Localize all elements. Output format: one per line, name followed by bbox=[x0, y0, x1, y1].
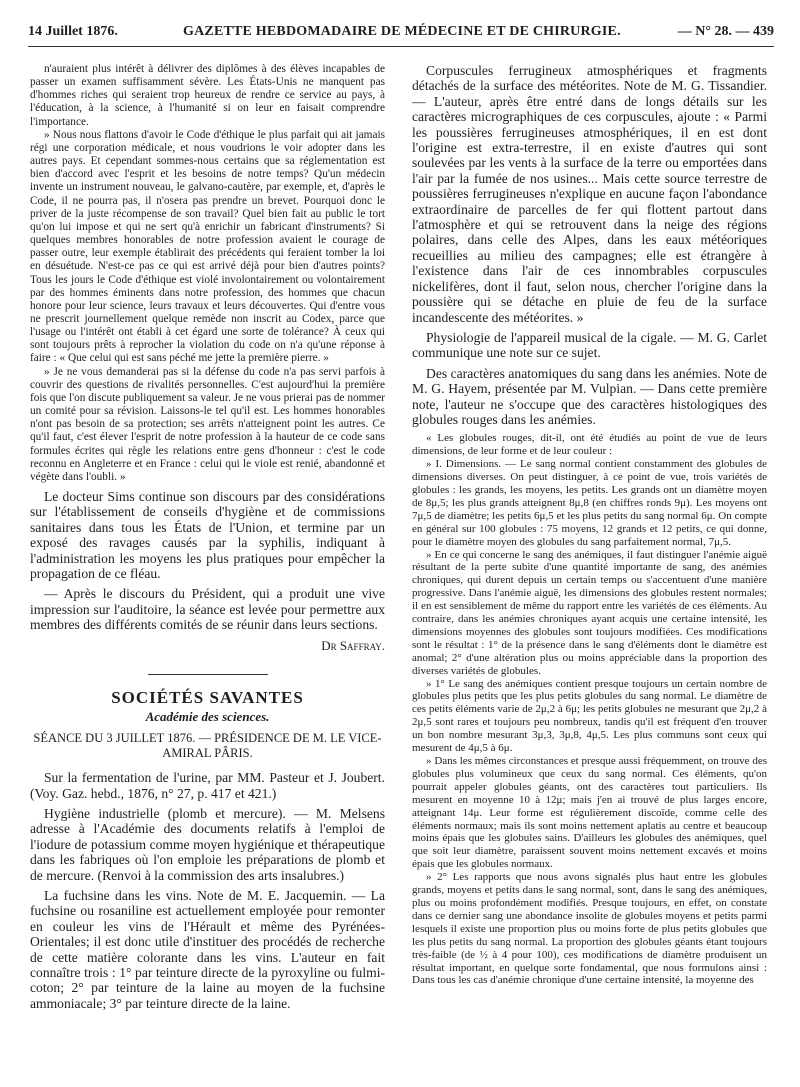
paragraph: » 1° Le sang des anémiques contient presque toujours un certain nombre de globules plus petits que les plus petits globules du sang normal. Le diamètre de ces petits éléments varie de 2μ,2 à 6μ; les petits globules ne mesurant que 2μ,2 à 2μ,5 sont rares et toujours peu nombreux, tandis qu'il est fréquent d'en trouver un bon nombre mesurant 3μ,3, 3μ,8, 4μ,5. Les plus communs sont ceux qui mesurent de 4μ,5 à 6μ. bbox=[412, 677, 767, 755]
left-column bbox=[30, 63, 385, 1081]
section-subtitle: Académie des sciences. bbox=[145, 708, 270, 724]
issue-page-number: — N° 28. — 439 bbox=[677, 24, 774, 39]
paragraph: n'auraient plus intérêt à délivrer des diplômes à des élèves incapables de passer un examen suffisamment sévère. Les États-Unis ne manquent pas d'hommes riches qui seraient trop heureux de rendre ce service au pays, à l'éducation, à la science, à l'humanité si on leur en faisait comprendre l'importance. bbox=[30, 63, 385, 128]
paragraph: Le docteur Sims continue son discours par des considérations sur l'établissement de conseils d'hygiène et de commissions sanitaires dans tous les États de l'Union, et termine par un exposé des ravages causés par la syphilis, indiquant à l'administration les moyens les plus pratiques pour empêcher la propagation de ce fléau. bbox=[30, 489, 385, 582]
paragraph: » 2° Les rapports que nous avons signalés plus haut entre les globules grands, moyens et petits dans le sang normal, sont, dans le sang des anémiques, plus ou moins profondément modifiés. Presque toujours, en effet, on constate dans ce dernier sang une abondance insolite de globules moyens et petits parmi lesquels il existe une proportion plus ou moins forte de plus petits globules que les plus petits du sang normal. La proportion des globules géants étant toujours très-faible (de ½ à 4 pour 100), ces modifications de diamètre produisent un résultat important, en quelque sorte fondamental, que nous formulons ainsi : Dans tous les cas d'anémie chronique d'une certaine intensité, la moyenne des bbox=[412, 871, 767, 987]
paragraph: » En ce qui concerne le sang des anémiques, il faut distinguer l'anémie aiguë résultant de la perte subite d'une quantité importante de sang, des anémies chroniques, qui durent depuis un certain temps ou s'accentuent d'une manière progressive. Dans l'anémie aiguë, les dimensions des globules restent normales; il en est sensiblement de même du rapport entre les variétés de ces éléments. Au contraire, dans les anémies chroniques ayant acquis une certaine intensité, les dimensions moyennes des globules sont toujours modifiées. Ces modifications sont le résultat : 1° de la présence dans le sang d'éléments dont le diamètre est anomal; 2° d'une altération plus ou moins appréciable dans la proportion des diverses variétés de globules. bbox=[412, 548, 767, 677]
paragraph: » I. Dimensions. — Le sang normal contient constamment des globules de dimensions diverses. On peut distinguer, à ce point de vue, trois variétés de globules : les grands, les moyens, les petits. Les grands ont un diamètre moyen de 8μ,5; les plus grands atteignent 8μ,8 (en chiffres ronds 9μ). Les moyens ont 7μ,5 de diamètre; les petits 6μ,5 et les plus petits du sang normal 6μ. On compte en général sur 100 globules : 75 moyens, 12 grands et 12 petits, ce qui donne, pour le diamètre moyen des globules du sang parfaitement normal, 7μ,5. bbox=[412, 458, 767, 548]
paragraph: Des caractères anatomiques du sang dans les anémies. Note de M. G. Hayem, présentée par M. Vulpian. — Dans cette première note, l'auteur ne s'occupe que des caractères histologiques des globules rouges dans les anémies. bbox=[412, 365, 767, 427]
paragraph: Corpuscules ferrugineux atmosphériques et fragments détachés de la surface des météorites. Note de M. G. Tissandier. — L'auteur, après être entré dans de longs détails sur les caractères micrographiques de ces corpuscules, ajoute : « Parmi les poussières ferrugineuses atmosphériques, il en est dont l'origine est extra-terrestre, il en existe d'autres qui sont soulevées par les vents à la surface de la terre ou emportées dans l'air par la fumée de nos usines... Mais cette source terrestre de poussières ferrugineuses n'explique en aucune façon l'abondance extraordinaire de parcelles de fer qui flottent partout dans l'atmosphère et qui se retrouvent dans la neige des régions polaires, dans celle des Alpes, dans les eaux météoriques recueillies au milieu des campagnes; elle est étrangère à l'existence dans l'air de ces innombrables corpuscules nickelifères, dont il faut, selon nous, chercher l'origine dans la poussière qui se détache en pluie de feu de la surface incandescente des météorites. » bbox=[412, 63, 767, 325]
paragraph: Hygiène industrielle (plomb et mercure). — M. Melsens adresse à l'Académie des documents relatifs à l'emploi de l'iodure de potassium comme moyen hygiénique et thérapeutique dans les fabriques où l'on emploie les préparations de plomb et de mercure. (Renvoi à la commission des arts insalubres.) bbox=[30, 805, 385, 883]
paragraph: Sur la fermentation de l'urine, par MM. Pasteur et J. Joubert. (Voy. Gaz. hebd., 1876, n° 27, p. 417 et 421.) bbox=[30, 770, 385, 801]
page-header bbox=[28, 20, 774, 47]
paragraph: La fuchsine dans les vins. Note de M. E. Jacquemin. — La fuchsine ou rosaniline est actuellement employée pour remonter en couleur les vins de l'Hérault et même des Pyrénées-Orientales; il est donc utile d'instituer des procédés de recherche de cette matière colorante dans les vins. L'auteur en fait connaître trois : 1° par teinture directe de la pyroxyline ou fulmi-coton; 2° par teinture de la laine au moyen de la fuchsine ammoniacale; 3° par teinture directe de la laine. bbox=[30, 887, 385, 1011]
journal-title: GAZETTE HEBDOMADAIRE DE MÉDECINE ET DE CHIRURGIE. bbox=[183, 24, 621, 39]
paragraph: Physiologie de l'appareil musical de la cigale. — M. G. Carlet communique une note sur ce sujet. bbox=[412, 329, 767, 361]
paragraph: » Dans les mêmes circonstances et presque aussi fréquemment, on trouve des globules plus volumineux que ceux du sang normal. Ces éléments, qu'on pourrait appeler globules géants, ont des caractères tout particuliers. Ils mesurent en moyenne 10 à 12μ; mais j'en ai trouvé de plus larges encore, atteignant 14μ. Leur forme est régulièrement discoïde, comme celle des éléments normaux; mais ils sont moins nettement aplatis au centre et beaucoup moins épais que les globules sains. D'ailleurs les globules des anémiques, quel que soit leur diamètre, paraissent souvent moins nettement excavés et moins épais que les globules normaux. bbox=[412, 755, 767, 871]
paragraph: — Après le discours du Président, qui a produit une vive impression sur l'auditoire, la séance est levée pour permettre aux membres des différents comités de se réunir dans leurs sections. bbox=[30, 586, 385, 633]
section-divider bbox=[148, 674, 268, 675]
right-column bbox=[412, 63, 767, 1081]
paragraph: » Je ne vous demanderai pas si la défense du code n'a pas servi parfois à couvrir des questions de rivalités personnelles. C'est aujourd'hui la première fois que l'on discute publiquement sa valeur. Je ne vous prierai pas de nommer un comité pour sa révision. Laissons-le tel qu'il est. Les hommes honorables n'ont pas besoin de sa protection; ses arrêts n'atteignent point les autres. Ce qu'il faut, c'est élever l'esprit de notre profession à la hauteur de ce code sans formules écrites qui règle les relations entre gens d'honneur : c'est le code reconnu en Angleterre et en France : celui qui le viole est renié, abandonné et végète dans l'oubli. » bbox=[30, 365, 385, 483]
author-signature: Dr Saffray. bbox=[321, 637, 385, 653]
section-title: SOCIÉTÉS SAVANTES bbox=[111, 687, 304, 707]
header-date: 14 Juillet 1876. bbox=[28, 24, 118, 39]
session-heading: SÉANCE DU 3 JUILLET 1876. — PRÉSIDENCE DE M. LE VICE-AMIRAL PÂRIS. bbox=[33, 731, 382, 761]
paragraph: » Nous nous flattons d'avoir le Code d'éthique le plus parfait qui ait jamais régi une corporation médicale, et nous voudrions le voir adopter dans les autres pays. Et cependant sommes-nous certains que sa réglementation est bien d'accord avec l'esprit et les besoins de notre temps? Qu'un médecin invente un instrument nouveau, le galvano-cautère, par exemple, et, d'après le Code, il ne pourra pas, il n'osera pas prendre un brevet. Pourquoi donc le priver de la juste récompense de son travail? Quel bien fait au public le tort qu'on lui impose et qui ne sert qu'à enrichir un fabricant d'instruments? Si quelques membres honorables de notre profession avaient le courage de passer outre, leur exemple établirait des précédents qui feraient tomber la loi en désuétude. N'est-ce pas ce qui est arrivé déjà pour bien d'autres points? Tous les jours le Code d'éthique est violé involontairement ou volontairement par des hommes éminents dans notre profession, des hommes que chacun honore pour leur science, leurs travaux et leurs découvertes. Qui d'entre vous ne prescrit journellement quelque remède non inscrit au Codex, parce que l'usage ou l'intérêt ont établi à cet égard une sorte de tolérance? À ceux qui sont toujours prêts à reprocher la violation du code on n'a qu'une réponse à faire : « Que celui qui est sans péché me jette la première pierre. » bbox=[30, 128, 385, 365]
paragraph: « Les globules rouges, dit-il, ont été étudiés au point de vue de leurs dimensions, de leur forme et de leur couleur : bbox=[412, 432, 767, 458]
